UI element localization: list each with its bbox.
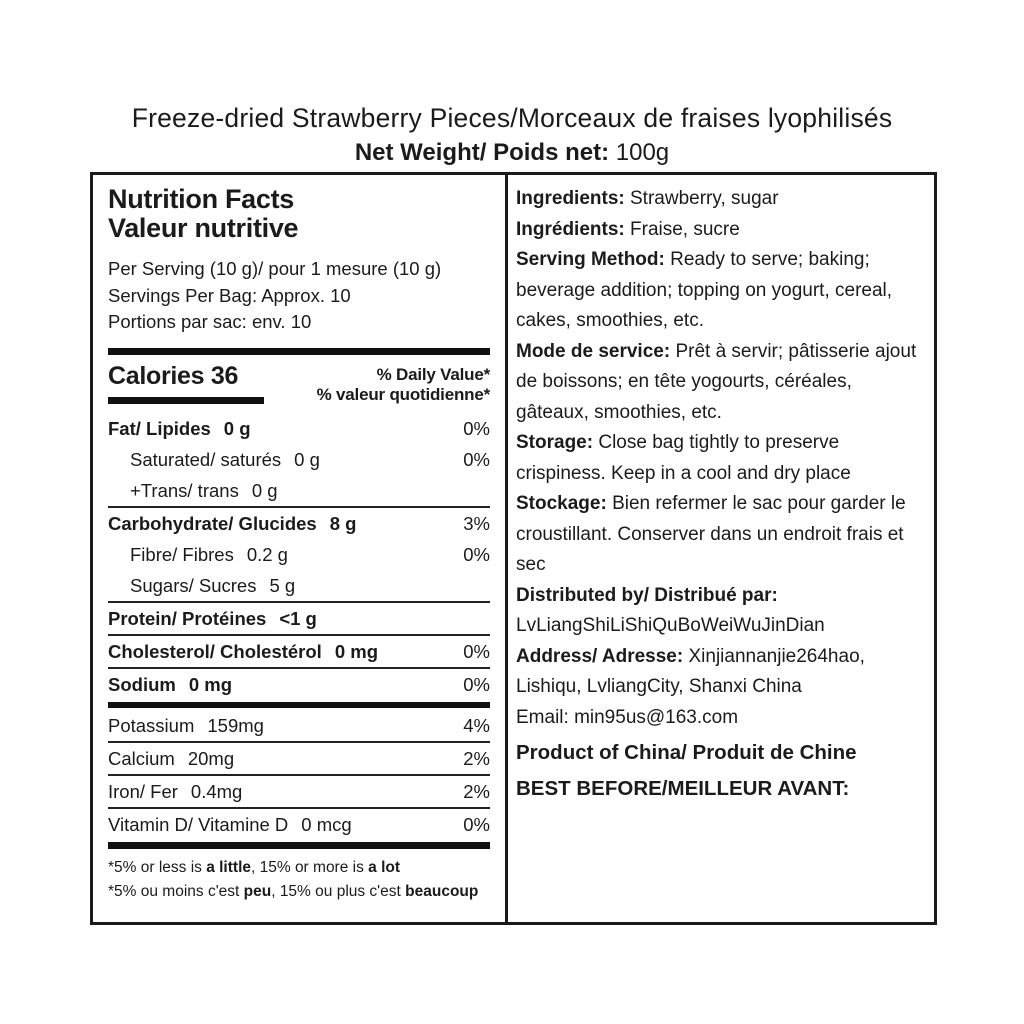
nutrient-row-protein [108,603,490,634]
info-distributor-name [516,611,930,642]
nutrient-label-group [130,544,288,566]
text-segment: Ingredients: [516,188,625,209]
daily-value-header [317,362,490,406]
serving-info-line: Portions par sac: env. 10 [108,311,312,332]
nutrient-amount: 159mg [207,714,264,736]
text-segment: Close bag tightly to preserve crispiness. Keep in a cool and dry place [516,432,851,484]
info-mode-de-service [516,337,930,429]
nutrient-amount: 0 mg [334,640,379,662]
nutrient-label-group [108,814,352,836]
text-segment: Strawberry, sugar [624,188,779,209]
nutrient-daily-value: 0% [463,543,490,565]
calories-block [108,362,264,406]
nutrient-name: Vitamin D/ Vitamine D [108,813,289,835]
nutrient-row-potassium [108,710,490,741]
daily-value-header-fr: % valeur quotidienne* [316,385,490,404]
info-ingredients-fr [516,215,930,246]
nutrient-daily-value: 3% [463,512,490,534]
nutrient-row-sodium [108,669,490,700]
nutrition-facts-panel [93,175,508,922]
text-segment: a little [206,858,251,876]
divider-bar [108,348,490,355]
text-segment: , 15% ou plus c'est [271,883,406,900]
text-segment: Mode de service: [516,340,671,362]
info-distributed-by [516,581,930,612]
info-storage-en [516,428,930,489]
text-segment: beaucoup [405,883,479,900]
text-segment: Storage: [516,432,594,453]
nutrient-name: Protein/ Protéines [108,607,267,629]
serving-info [108,256,490,336]
nutrient-label-group [108,715,264,737]
text-segment: Xinjiannanjie264hao, Lishiqu, LvliangCity, Shanxi China [516,645,865,697]
nutrient-daily-value: 2% [463,780,490,802]
daily-value-footnotes [108,856,490,905]
nutrient-row-iron [108,776,490,807]
text-segment: Address/ Adresse: [516,645,684,667]
nutrient-amount: 20mg [187,747,235,769]
text-segment: LvLiangShiLiShiQuBoWeiWuJinDian [516,615,825,636]
info-ingredients-en [516,184,930,215]
nutrient-amount: 0.4mg [190,780,243,802]
nutrient-label-group [108,418,251,440]
net-weight-label: Net Weight/ Poids net: [354,139,610,166]
nutrient-label-group [108,748,234,770]
info-product-of-china [516,736,930,769]
product-title: Freeze-dried Strawberry Pieces/Morceaux de fraises lyophilisés [131,103,893,133]
nutrient-amount: 8 g [329,512,357,534]
product-info-panel [508,175,934,922]
text-segment: peu [243,883,272,900]
text-segment: Bien refermer le sac pour garder le croustillant. Conserver dans un endroit frais et sec [516,493,906,575]
nutrient-daily-value: 0% [463,448,490,470]
info-address [516,642,930,703]
calories-underline [108,397,264,404]
nutrient-amount: 5 g [269,574,296,596]
text-segment: Ingrédients: [516,218,625,240]
nutrient-name: Calcium [108,747,175,769]
nutrient-row-fat [108,413,490,444]
calories-row [108,362,490,406]
text-segment: Prêt à servir; pâtisserie ajout de boissons; en tête yogourts, céréales, gâteaux, smoothies, etc. [516,340,917,423]
info-serving-method [516,245,930,337]
nutrient-daily-value: 0% [463,640,490,662]
text-segment: Fraise, sucre [624,218,740,240]
nutrient-name: Potassium [108,714,195,736]
net-weight-line [0,139,1024,167]
nutrient-row-vitamin-d [108,809,490,840]
daily-value-header-en: % Daily Value* [376,364,490,384]
nutrient-label-group [108,513,356,535]
text-segment: *5% or less is [108,858,207,876]
footnote-fr [108,880,490,905]
nutrient-row-fibre [108,539,490,570]
text-segment: , 15% or more is [251,858,369,876]
nutrient-row-saturated [108,444,490,475]
nutrient-label-group [108,641,378,663]
nutrient-label-group [130,480,278,502]
text-segment: Ready to serve; baking; beverage addition; topping on yogurt, cereal, cakes, smoothies, etc. [516,249,893,331]
nutrient-name: Sodium [108,673,176,695]
nutrient-name: Saturated/ saturés [130,448,282,470]
nutrient-name: Cholesterol/ Cholestérol [108,640,322,662]
nutrition-facts-heading-fr: Valeur nutritive [108,213,299,243]
serving-info-line: Servings Per Bag: Approx. 10 [108,284,351,306]
nutrient-row-sugars [108,570,490,601]
info-storage-fr [516,489,930,581]
serving-info-line: Per Serving (10 g)/ pour 1 mesure (10 g) [108,258,442,279]
nutrient-daily-value: 2% [463,747,490,769]
nutrient-label-group [108,674,232,696]
nutrient-amount: 0 mcg [301,813,352,835]
nutrient-daily-value: 0% [463,813,490,835]
nutrient-amount: 0 g [223,417,251,439]
nutrient-daily-value: 0% [463,417,490,439]
text-segment: Serving Method: [516,249,665,270]
text-segment: Email: min95us@163.com [516,706,739,728]
nutrient-label-group [108,781,242,803]
nutrition-facts-heading-en: Nutrition Facts [108,184,295,214]
nutrient-table [108,413,490,840]
text-segment: Product of China/ Produit de Chine [516,741,857,764]
nutrient-name: Carbohydrate/ Glucides [108,512,317,534]
nutrient-label-group [130,449,320,471]
nutrient-name: Sugars/ Sucres [130,574,257,596]
nutrient-daily-value: 4% [463,714,490,736]
nutrient-amount: 0 mg [188,673,233,695]
calories-value: Calories 36 [108,361,239,390]
info-email [516,703,930,734]
text-segment: *5% ou moins c'est [108,883,244,900]
nutrient-label-group [108,608,317,630]
footnote-en [108,856,490,881]
separator [108,702,490,708]
nutrient-amount: 0 g [251,479,278,501]
nutrient-amount: <1 g [279,607,317,629]
info-best-before [516,772,930,805]
nutrient-name: +Trans/ trans [130,479,239,501]
nutrient-name: Iron/ Fer [108,780,178,802]
text-segment: BEST BEFORE/MEILLEUR AVANT: [516,777,850,800]
text-segment: Distributed by/ Distribué par: [516,584,778,606]
nutrient-row-calcium [108,743,490,774]
nutrient-row-trans [108,475,490,506]
nutrient-name: Fat/ Lipides [108,417,211,439]
nutrient-name: Fibre/ Fibres [130,543,234,565]
nutrient-label-group [130,575,295,597]
nutrient-row-cholesterol [108,636,490,667]
text-segment: a lot [368,858,401,876]
label-box [90,172,937,925]
text-segment: Stockage: [516,493,607,514]
divider-bar [108,842,490,849]
nutrient-amount: 0 g [294,448,320,470]
net-weight-value: 100g [609,139,670,166]
nutrient-daily-value: 0% [463,673,490,695]
nutrient-amount: 0.2 g [246,543,288,565]
nutrient-row-carbohydrate [108,508,490,539]
